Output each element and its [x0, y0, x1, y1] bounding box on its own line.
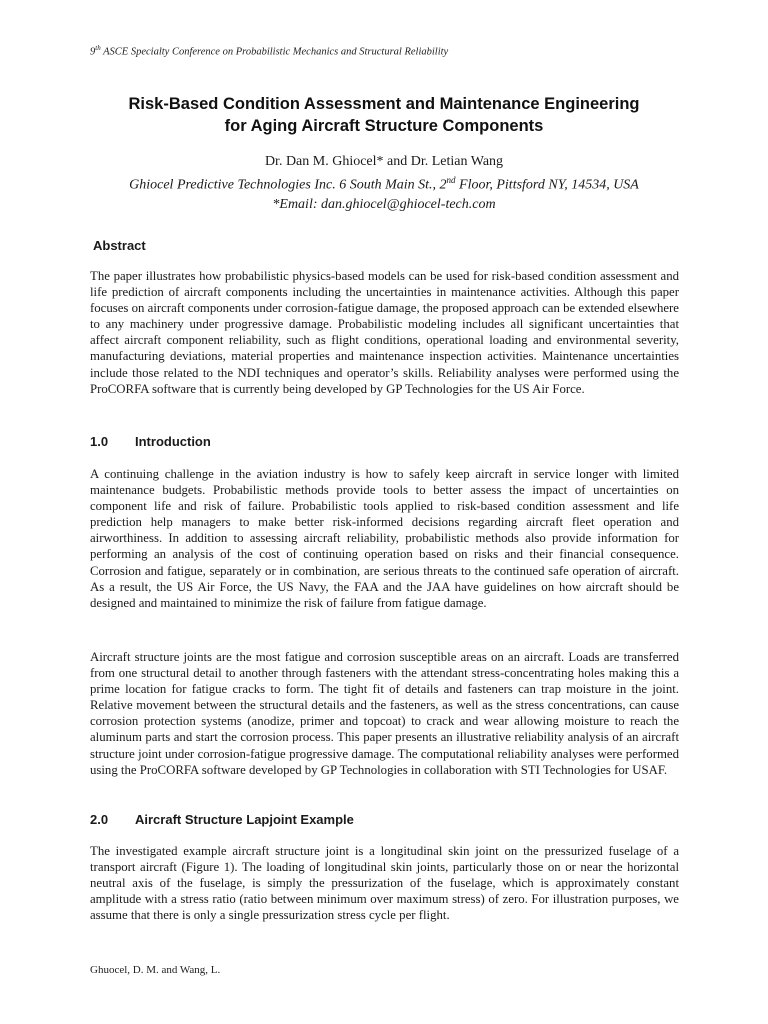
author-block — [60, 152, 708, 214]
section-1-paragraph-2: Aircraft structure joints are the most fatigue and corrosion susceptible areas on an aircraft. Loads are transferred from one structural detail to another through fasteners with the attendant stress-concentrating holes making this a prime location for fatigue cracks to form. The tight fit of details and fasteners can trap moisture in the joint. Relative movement between the structural details and the fasteners, as well as the stress concentrations, can cause corrosion protection systems (anodize, primer and topcoat) to crack and wear allowing moisture to reach the aluminum parts and start the corrosion process. This paper presents an illustrative reliability analysis of an aircraft structure joint under corrosion-fatigue progressive damage. The computational reliability analyses were performed using the ProCORFA software developed by GP Technologies in collaboration with STI Technologies for USAF. — [90, 650, 679, 777]
author-email: *Email: dan.ghiocel@ghiocel-tech.com — [272, 196, 496, 212]
section-2-number: 2.0 — [90, 812, 109, 827]
affiliation-sup: nd — [446, 175, 456, 185]
section-1-title: Introduction — [135, 434, 211, 449]
abstract-heading: Abstract — [93, 238, 146, 253]
paper-title — [60, 93, 708, 137]
header-superscript-suffix: th — [95, 44, 101, 52]
section-2-title: Aircraft Structure Lapjoint Example — [135, 812, 354, 827]
header-superscript: 9 — [90, 46, 96, 58]
section-2-heading — [90, 812, 354, 827]
running-header — [90, 44, 448, 58]
title-line-2: for Aging Aircraft Structure Components — [224, 117, 544, 135]
affiliation-before: Ghiocel Predictive Technologies Inc. 6 South Main St., 2 — [129, 177, 447, 193]
header-text: ASCE Specialty Conference on Probabilistic Mechanics and Structural Reliability — [100, 46, 449, 58]
author-affiliation — [60, 171, 708, 195]
title-line-1: Risk-Based Condition Assessment and Maintenance Engineering — [128, 95, 640, 113]
section-2-paragraph-1: The investigated example aircraft structure joint is a longitudinal skin joint on the pressurized fuselage of a transport aircraft (Figure 1). The loading of longitudinal skin joints, particularly those on or near the horizontal neutral axis of the fuselage, is simply the pressurization of the fuselage, which is approximately constant amplitude with a stress ratio (ratio between minimum over maximum stress) of zero. For illustration purposes, we assume that there is only a single pressurization stress cycle per flight. — [90, 844, 679, 923]
section-1-paragraph-1: A continuing challenge in the aviation industry is how to safely keep aircraft in service longer with limited maintenance budgets. Probabilistic methods provide tools to better assess the impact of uncertainties on component life and risk of failure. Probabilistic tools applied to risk-based condition assessment and life prediction help managers to make better risk-informed decisions regarding aircraft fleet operation and airworthiness. In addition to assessing aircraft reliability, probabilistic methods also provide information for performing an analysis of the cost of continuing operation based on risks and their financial consequence. Corrosion and fatigue, separately or in combination, are serious threats to the continued safe operation of aircraft. As a result, the US Air Force, the US Navy, the FAA and the JAA have guidelines on how aircraft should be designed and maintained to minimize the risk of failure from fatigue damage. — [90, 467, 679, 610]
abstract-text: The paper illustrates how probabilistic physics-based models can be used for risk-based condition assessment and life prediction of aircraft components including the uncertainties in maintenance activities. Although this paper focuses on aircraft components under corrosion-fatigue damage, the proposed approach can be extended elsewhere to any machinery under progressive damage. Probabilistic modeling includes all significant uncertainties that affect aircraft component reliability, such as flight conditions, operational loading and environmental severity, manufacturing deviations, material properties and maintenance inspection activities. Maintenance uncertainties include those related to the NDI techniques and operator’s skills. Reliability analyses were performed using the ProCORFA software that is currently being developed by GP Technologies for the US Air Force. — [90, 269, 679, 396]
page-footer: Ghuocel, D. M. and Wang, L. — [90, 964, 221, 976]
section-1-heading — [90, 434, 211, 449]
section-1-number: 1.0 — [90, 434, 109, 449]
affiliation-after: Floor, Pittsford NY, 14534, USA — [455, 177, 639, 193]
author-names: Dr. Dan M. Ghiocel* and Dr. Letian Wang — [264, 154, 504, 169]
